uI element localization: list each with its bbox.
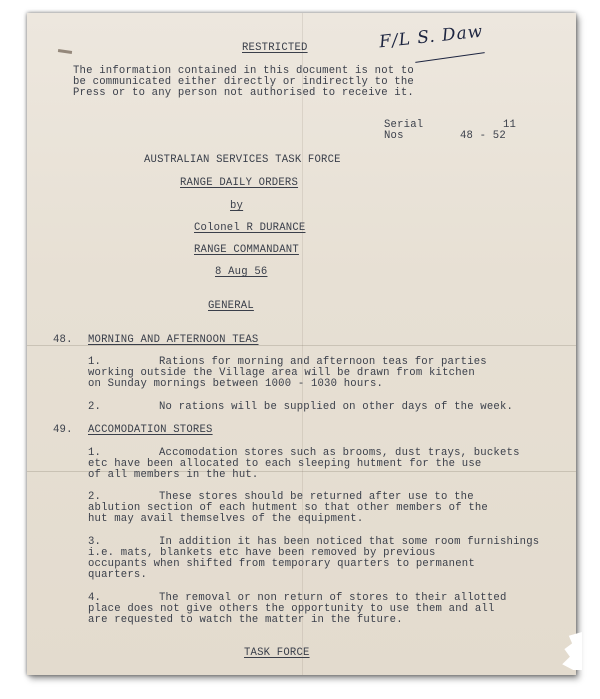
document-page	[27, 13, 576, 675]
para-text: etc have been allocated to each sleeping hutment for the use	[88, 458, 482, 470]
footer-text: TASK FORCE	[244, 647, 310, 659]
para-number: 2.	[88, 401, 102, 413]
para-text: hut may avail themselves of the equipment.	[88, 513, 364, 525]
para-text: of all members in the hut.	[88, 469, 259, 481]
para-text: working outside the Village area will be drawn from kitchen	[88, 367, 475, 379]
para-text: are requested to watch the matter in the future.	[88, 614, 403, 626]
para-text: occupants when shifted from temporary quarters to permanent	[88, 558, 475, 570]
para-text: ablution section of each hutment so that other members of the	[88, 502, 488, 514]
signature-underline	[415, 52, 484, 63]
classification-heading: RESTRICTED	[242, 42, 308, 54]
serial-label: Serial	[384, 119, 424, 131]
warning-text: Press or to any person not authorised to receive it.	[73, 87, 414, 99]
title-line: Colonel R DURANCE	[194, 222, 306, 234]
para-text: The removal or non return of stores to their allotted	[159, 592, 507, 604]
serial-value: 11	[503, 119, 517, 131]
para-text: No rations will be supplied on other days of the week.	[159, 401, 514, 413]
para-text: These stores should be returned after use to the	[159, 491, 474, 503]
nos-label: Nos	[384, 130, 404, 142]
para-text: i.e. mats, blankets etc have been removed by previous	[88, 547, 436, 559]
warning-text: be communicated either directly or indirectly to the	[73, 76, 414, 88]
warning-text: The information contained in this document is not to	[73, 65, 414, 77]
item-number: 48.	[53, 334, 73, 346]
page-fold	[302, 13, 303, 675]
para-text: Accomodation stores such as brooms, dust trays, buckets	[159, 447, 520, 459]
item-number: 49.	[53, 424, 73, 436]
title-line: AUSTRALIAN SERVICES TASK FORCE	[144, 154, 341, 166]
nos-value: 48 - 52	[460, 130, 506, 142]
torn-edge	[560, 632, 582, 670]
para-number: 1.	[88, 356, 102, 368]
paper-mark	[58, 49, 72, 54]
para-number: 1.	[88, 447, 102, 459]
title-line: by	[230, 200, 244, 212]
item-heading: ACCOMODATION STORES	[88, 424, 213, 436]
para-text: on Sunday mornings between 1000 - 1030 hours.	[88, 378, 384, 390]
title-line: RANGE DAILY ORDERS	[180, 177, 299, 189]
handwritten-signature: F/L S. Daw	[378, 21, 485, 53]
item-heading: MORNING AND AFTERNOON TEAS	[88, 334, 259, 346]
para-text: Rations for morning and afternoon teas for parties	[159, 356, 487, 368]
para-number: 3.	[88, 536, 102, 548]
para-text: quarters.	[88, 569, 148, 581]
para-number: 4.	[88, 592, 102, 604]
para-text: In addition it has been noticed that some room furnishings	[159, 536, 540, 548]
title-line: RANGE COMMANDANT	[194, 244, 299, 256]
para-text: place does not give others the opportunity to use them and all	[88, 603, 495, 615]
para-number: 2.	[88, 491, 102, 503]
section-heading: GENERAL	[208, 300, 254, 312]
order-date: 8 Aug 56	[215, 266, 268, 278]
